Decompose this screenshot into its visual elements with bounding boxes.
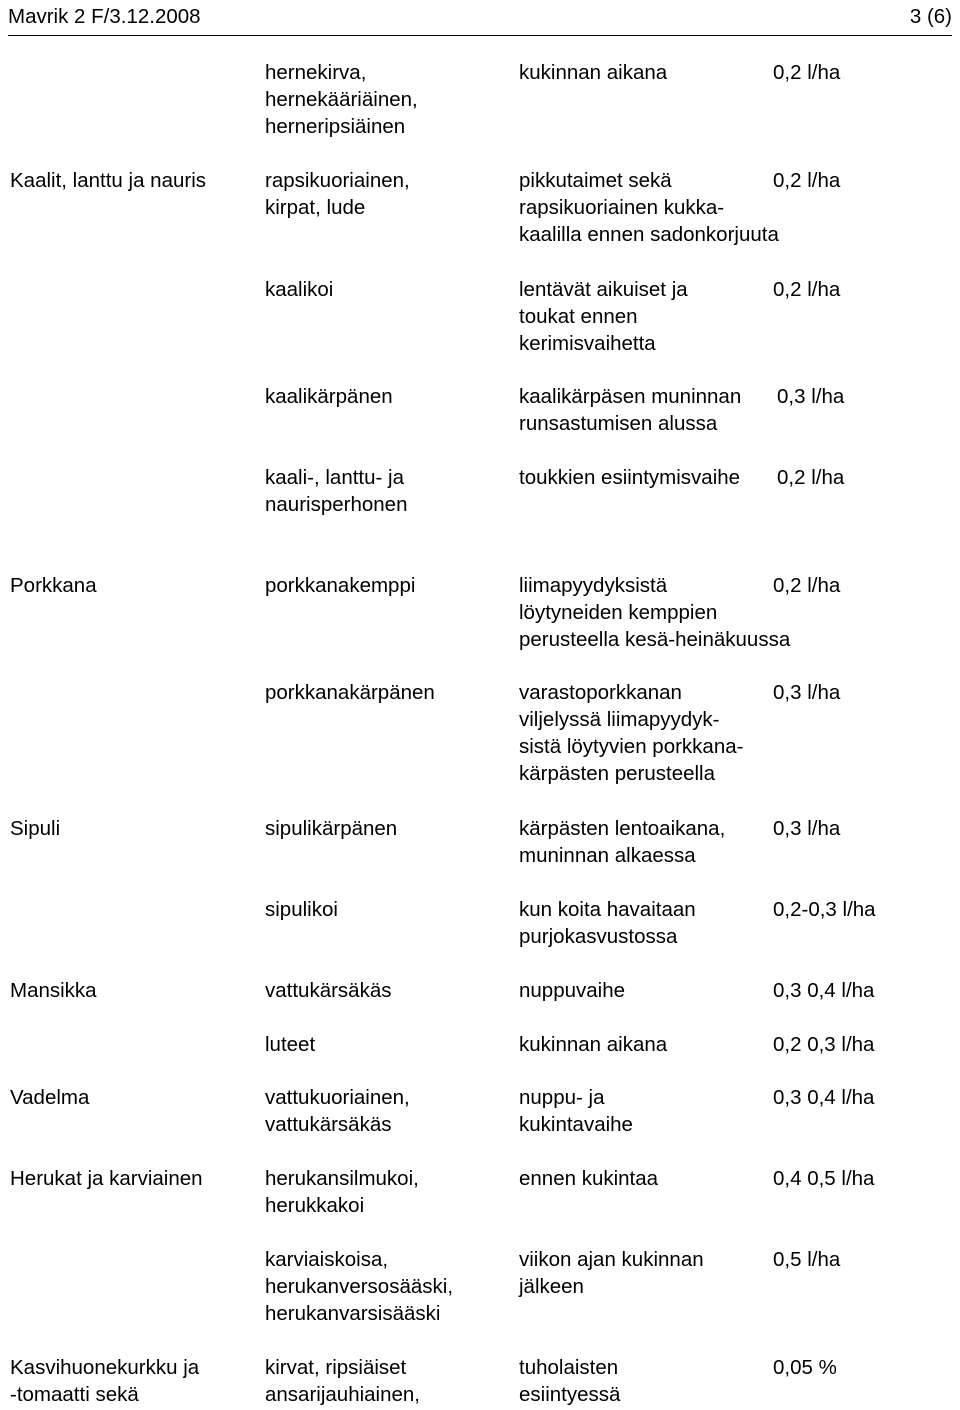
- pest-cell: [265, 1165, 419, 1219]
- pest-text: naurisperhonen: [265, 493, 408, 516]
- crop-cell: [10, 815, 60, 842]
- timing-cell: [519, 276, 688, 357]
- dose-cell: [773, 1246, 840, 1273]
- timing-text: kukinnan aikana: [519, 1033, 668, 1056]
- document-title: Mavrik 2 F/3.12.2008: [8, 5, 201, 28]
- dose-cell: [773, 815, 840, 842]
- timing-text: perusteella kesä-heinäkuussa: [519, 628, 791, 651]
- dose-text: 0,3 0,4 l/ha: [773, 979, 875, 1002]
- dose-cell: [777, 383, 844, 410]
- pest-cell: [265, 1246, 453, 1327]
- pest-text: vattukärsäkäs: [265, 979, 392, 1002]
- timing-text: löytyneiden kemppien: [519, 601, 718, 624]
- pest-cell: [265, 59, 418, 140]
- timing-cell: [519, 815, 725, 869]
- timing-text: rapsikuoriainen kukka-: [519, 196, 725, 219]
- crop-text: Kasvihuonekurkku ja: [10, 1356, 200, 1379]
- pest-text: herukanvarsisääski: [265, 1302, 441, 1325]
- timing-cell: [519, 1084, 633, 1138]
- dose-text: 0,4 0,5 l/ha: [773, 1167, 875, 1190]
- dose-text: 0,2-0,3 l/ha: [773, 898, 876, 921]
- pest-cell: [265, 679, 435, 706]
- pest-text: kaali-, lanttu- ja: [265, 466, 405, 489]
- dose-cell: [773, 276, 840, 303]
- timing-cell: [519, 1354, 620, 1408]
- pest-cell: [265, 1031, 315, 1058]
- pest-text: sipulikärpänen: [265, 817, 398, 840]
- crop-text: Vadelma: [10, 1086, 90, 1109]
- pest-cell: [265, 1084, 410, 1138]
- pest-text: karviaiskoisa,: [265, 1248, 389, 1271]
- dose-text: 0,3 l/ha: [777, 385, 845, 408]
- timing-text: liimapyydyksistä: [519, 574, 668, 597]
- dose-text: 0,3 l/ha: [773, 681, 841, 704]
- crop-text: -tomaatti sekä: [10, 1383, 139, 1406]
- timing-text: kärpästen perusteella: [519, 762, 716, 785]
- dose-cell: [777, 464, 844, 491]
- pest-text: sipulikoi: [265, 898, 338, 921]
- pest-text: porkkanakemppi: [265, 574, 416, 597]
- dose-cell: [773, 1031, 874, 1058]
- dose-cell: [773, 572, 840, 599]
- timing-cell: [519, 1246, 704, 1300]
- timing-text: jälkeen: [519, 1275, 584, 1298]
- header-divider: [8, 35, 952, 36]
- crop-cell: [10, 1354, 199, 1408]
- timing-cell: [519, 1031, 667, 1058]
- timing-text: kerimisvaihetta: [519, 332, 656, 355]
- pest-text: kirpat, lude: [265, 196, 366, 219]
- timing-text: pikkutaimet sekä: [519, 169, 672, 192]
- dose-cell: [773, 1084, 874, 1111]
- timing-cell: [519, 167, 779, 248]
- dose-cell: [773, 896, 876, 923]
- pest-text: herukanversosääski,: [265, 1275, 454, 1298]
- crop-cell: [10, 1165, 203, 1192]
- dose-cell: [773, 167, 840, 194]
- timing-cell: [519, 896, 696, 950]
- pest-text: ansarijauhiainen,: [265, 1383, 421, 1406]
- timing-cell: [519, 464, 740, 491]
- pest-text: vattukuoriainen,: [265, 1086, 410, 1109]
- pest-cell: [265, 464, 407, 518]
- crop-text: Mansikka: [10, 979, 97, 1002]
- timing-cell: [519, 572, 790, 653]
- pest-cell: [265, 815, 397, 842]
- pest-text: hernekirva,: [265, 61, 367, 84]
- timing-text: viljelyssä liimapyydyk-: [519, 708, 720, 731]
- crop-text: Sipuli: [10, 817, 61, 840]
- pest-text: kaalikoi: [265, 278, 334, 301]
- crop-text: Porkkana: [10, 574, 97, 597]
- dose-text: 0,2 l/ha: [773, 61, 841, 84]
- pest-cell: [265, 167, 410, 221]
- pest-text: herukansilmukoi,: [265, 1167, 419, 1190]
- dose-cell: [773, 679, 840, 706]
- timing-cell: [519, 383, 741, 437]
- pest-cell: [265, 572, 415, 599]
- timing-text: kukinnan aikana: [519, 61, 668, 84]
- dose-text: 0,2 l/ha: [773, 169, 841, 192]
- timing-text: runsastumisen alussa: [519, 412, 718, 435]
- crop-cell: [10, 977, 97, 1004]
- timing-text: toukat ennen: [519, 305, 638, 328]
- pest-text: vattukärsäkäs: [265, 1113, 392, 1136]
- dose-text: 0,2 0,3 l/ha: [773, 1033, 875, 1056]
- timing-text: viikon ajan kukinnan: [519, 1248, 704, 1271]
- timing-text: esiintyessä: [519, 1383, 621, 1406]
- dose-text: 0,3 0,4 l/ha: [773, 1086, 875, 1109]
- timing-text: purjokasvustossa: [519, 925, 678, 948]
- timing-text: kaalilla ennen sadonkorjuuta: [519, 223, 779, 246]
- dose-cell: [773, 59, 840, 86]
- timing-text: muninnan alkaessa: [519, 844, 696, 867]
- dose-text: 0,2 l/ha: [773, 278, 841, 301]
- timing-text: sistä löytyvien porkkana-: [519, 735, 744, 758]
- pest-cell: [265, 276, 333, 303]
- pest-text: hernekääriäinen,: [265, 88, 418, 111]
- pest-text: herukkakoi: [265, 1194, 365, 1217]
- timing-cell: [519, 59, 667, 86]
- pest-cell: [265, 1354, 420, 1408]
- dose-text: 0,2 l/ha: [773, 574, 841, 597]
- crop-cell: [10, 572, 97, 599]
- pest-text: herneripsiäinen: [265, 115, 406, 138]
- timing-cell: [519, 1165, 658, 1192]
- timing-text: varastoporkkanan: [519, 681, 682, 704]
- dose-text: 0,3 l/ha: [773, 817, 841, 840]
- pest-text: porkkanakärpänen: [265, 681, 435, 704]
- dose-cell: [773, 1354, 837, 1381]
- timing-text: tuholaisten: [519, 1356, 619, 1379]
- timing-cell: [519, 977, 625, 1004]
- dose-text: 0,05 %: [773, 1356, 837, 1379]
- pest-text: kaalikärpänen: [265, 385, 393, 408]
- timing-text: kun koita havaitaan: [519, 898, 696, 921]
- pest-cell: [265, 896, 338, 923]
- pest-text: kirvat, ripsiäiset: [265, 1356, 407, 1379]
- page-header: [0, 0, 960, 27]
- dose-cell: [773, 1165, 874, 1192]
- crop-cell: [10, 167, 206, 194]
- crop-text: Herukat ja karviainen: [10, 1167, 203, 1190]
- pest-cell: [265, 977, 391, 1004]
- timing-text: kärpästen lentoaikana,: [519, 817, 726, 840]
- pest-cell: [265, 383, 393, 410]
- timing-text: kaalikärpäsen muninnan: [519, 385, 742, 408]
- timing-text: nuppu- ja: [519, 1086, 605, 1109]
- timing-text: toukkien esiintymisvaihe: [519, 466, 741, 489]
- pest-text: rapsikuoriainen,: [265, 169, 410, 192]
- dose-text: 0,5 l/ha: [773, 1248, 841, 1271]
- timing-text: lentävät aikuiset ja: [519, 278, 688, 301]
- crop-text: Kaalit, lanttu ja nauris: [10, 169, 207, 192]
- timing-text: nuppuvaihe: [519, 979, 626, 1002]
- timing-text: kukintavaihe: [519, 1113, 633, 1136]
- pest-text: luteet: [265, 1033, 316, 1056]
- timing-cell: [519, 679, 743, 787]
- crop-cell: [10, 1084, 89, 1111]
- dose-cell: [773, 977, 874, 1004]
- page-number: 3 (6): [909, 5, 952, 28]
- dose-text: 0,2 l/ha: [777, 466, 845, 489]
- timing-text: ennen kukintaa: [519, 1167, 659, 1190]
